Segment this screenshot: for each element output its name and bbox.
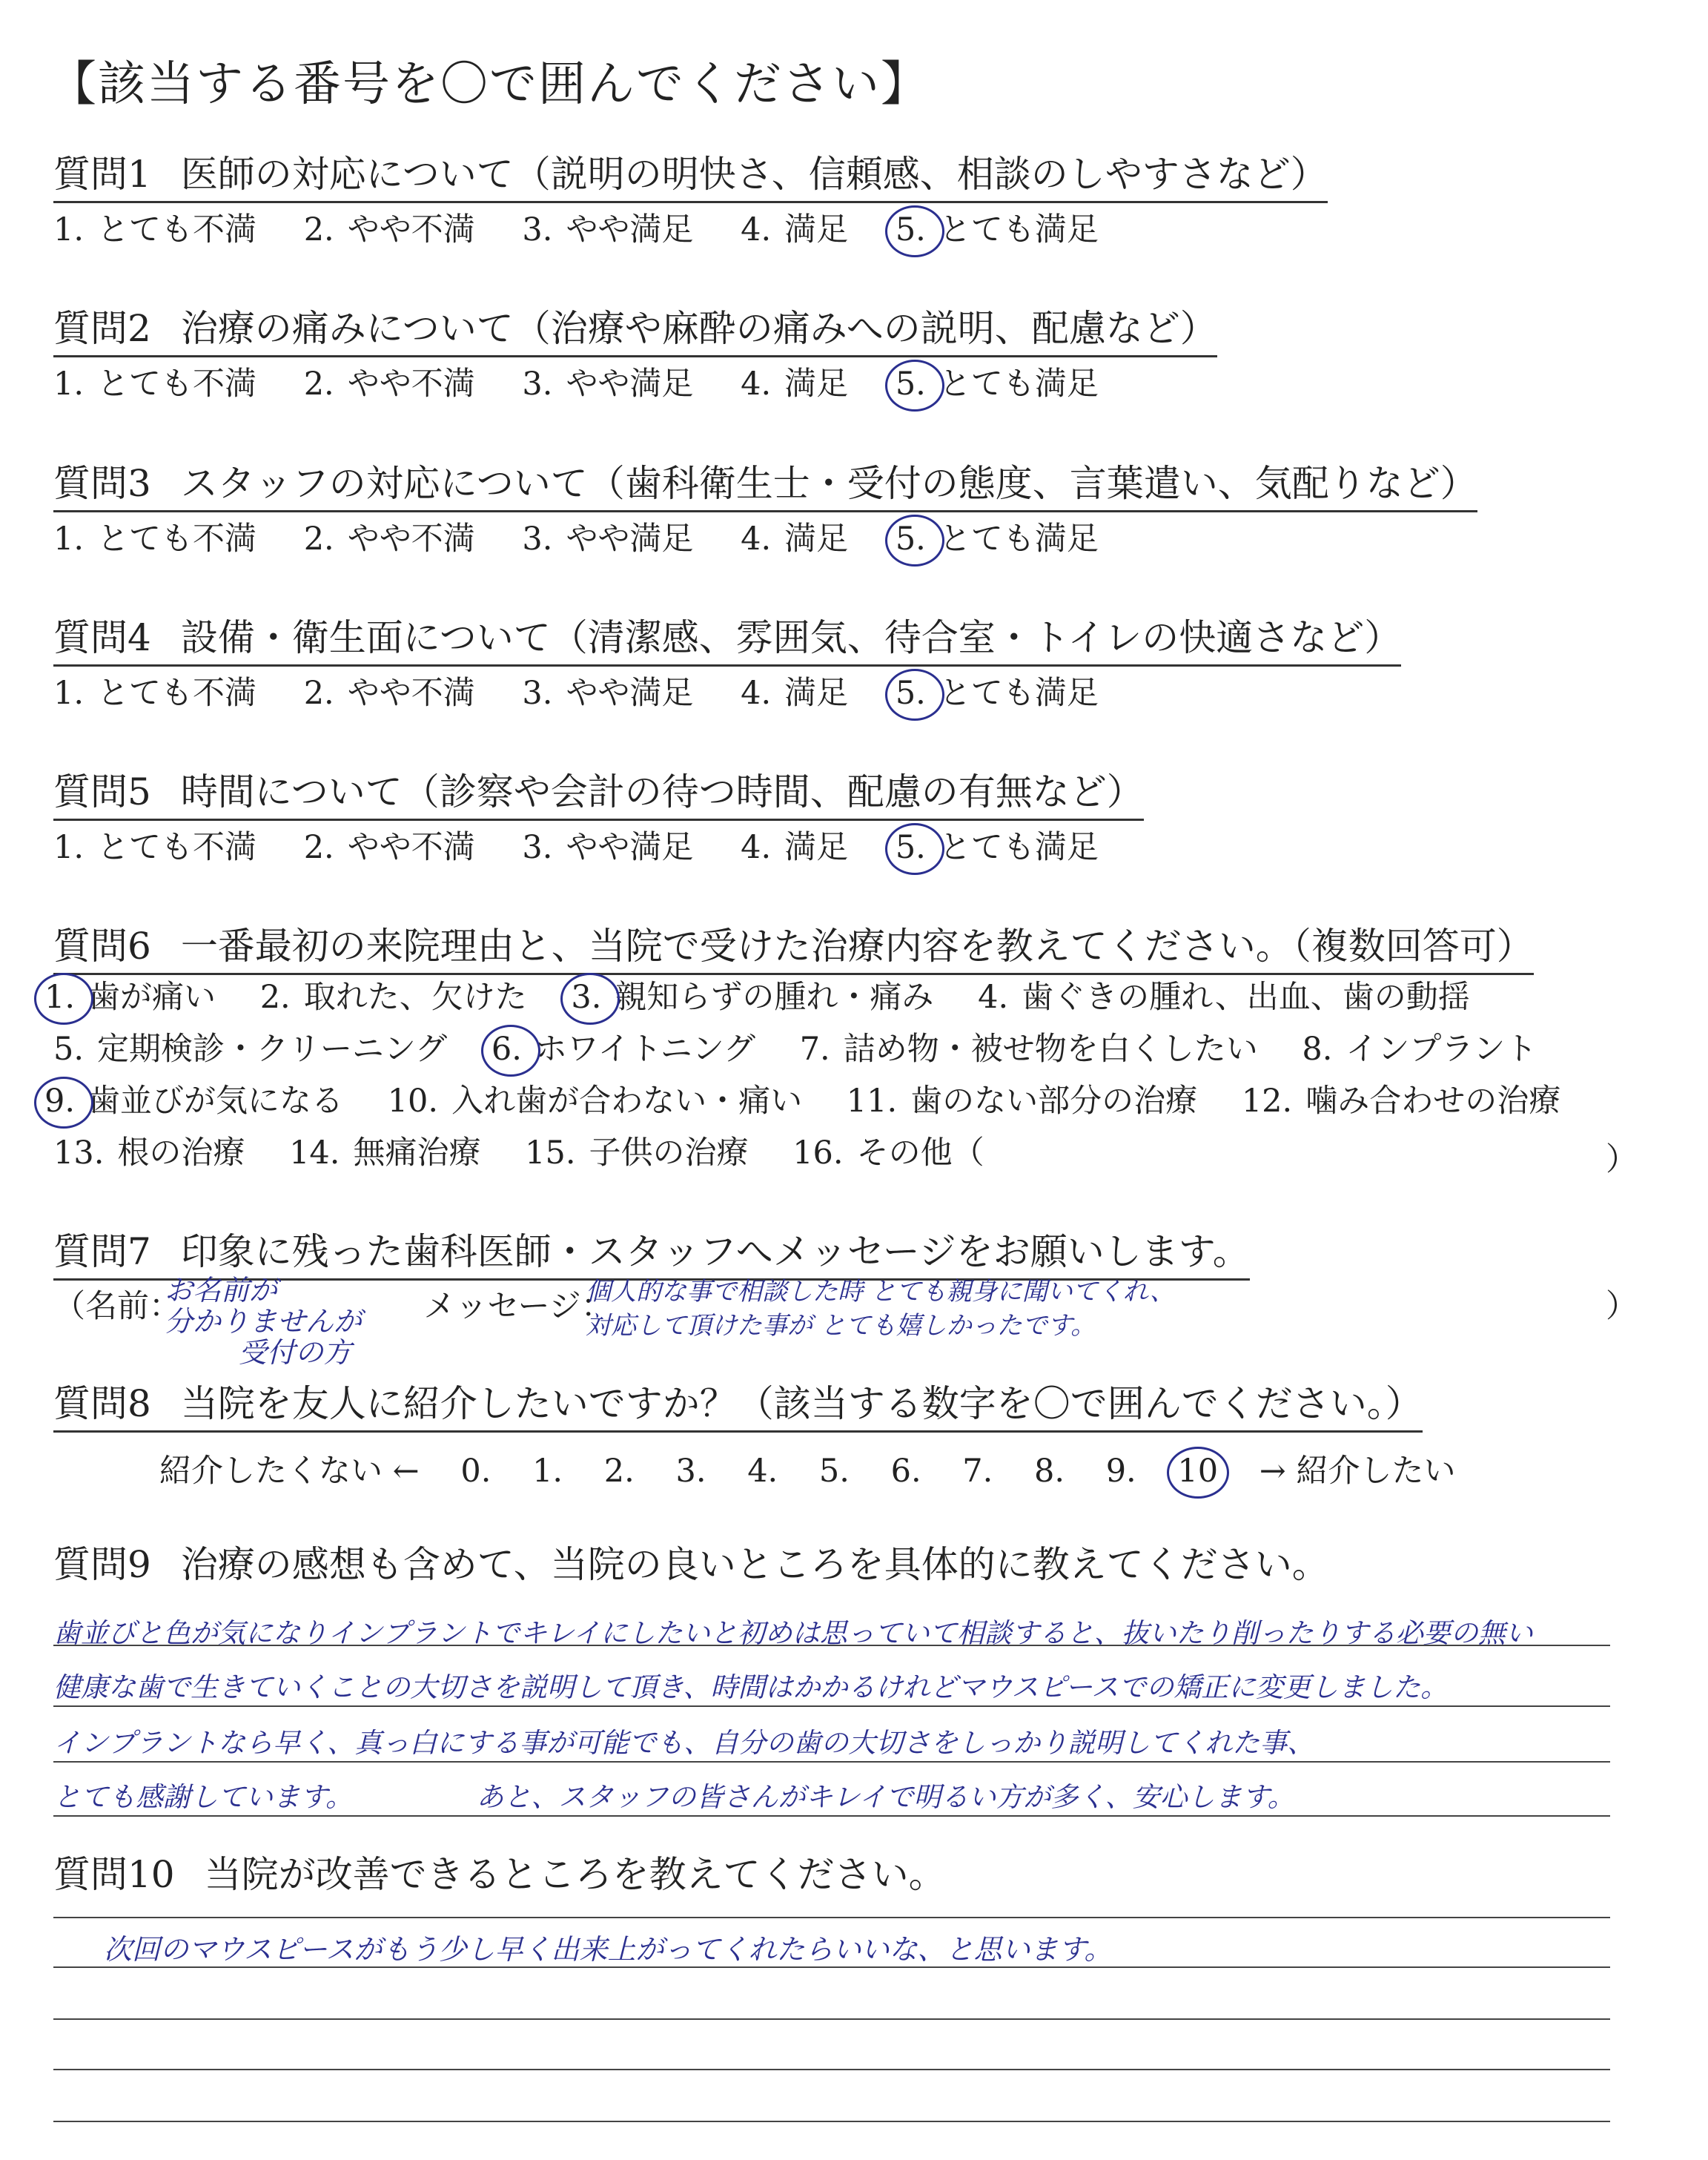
q8-scale-6[interactable]: 6.: [890, 1453, 921, 1490]
q8-scale: [159, 1446, 1487, 1491]
q6-option-14[interactable]: 14. 無痛治療: [289, 1135, 481, 1172]
q2-option-3[interactable]: 3. やや満足: [522, 366, 694, 403]
question-4-title: [53, 615, 1401, 667]
q7-message-handwriting: 個人的な事で相談した時 とても親身に聞いてくれ、 対応して頂けた事が とても嬉しかったです。: [586, 1277, 1175, 1341]
question-7-title: [53, 1229, 1250, 1281]
q2-option-5-selected[interactable]: 5. とても満足: [895, 366, 1099, 403]
q9-answer-line-4: [53, 1815, 1610, 1817]
question-2-options: [53, 366, 1136, 404]
q8-left-label: 紹介したくない ←: [159, 1453, 420, 1490]
q4-option-2[interactable]: 2. やや不満: [303, 675, 475, 712]
q6-row-1: [44, 979, 1504, 1017]
q8-scale-9[interactable]: 9.: [1105, 1453, 1136, 1490]
q4-option-4[interactable]: 4. 満足: [741, 675, 849, 712]
q8-scale-7[interactable]: 7.: [962, 1453, 993, 1490]
q8-right-label: → 紹介したい: [1259, 1453, 1456, 1490]
q9-answer-handwriting-3: インプラントなら早く、真っ白にする事が可能でも、自分の歯の大切さをしっかり説明してくれた事、: [53, 1727, 1315, 1759]
q6-option-12[interactable]: 12. 噛み合わせの治療: [1241, 1083, 1561, 1120]
q6-option-16[interactable]: 16. その他（: [792, 1135, 984, 1172]
page-title: 【該当する番号を〇で囲んでください】: [49, 57, 930, 112]
question-3-label: 質問3: [53, 462, 151, 505]
q10-answer-line-1: [53, 1917, 1610, 1918]
q7-close: ）: [1606, 1288, 1638, 1325]
q6-option-6-selected[interactable]: 6. ホワイトニング: [491, 1031, 756, 1068]
q6-option-1-selected[interactable]: 1. 歯が痛い: [44, 979, 216, 1016]
q6-option-2[interactable]: 2. 取れた、欠けた: [259, 979, 527, 1016]
q7-message-label: メッセージ：: [423, 1288, 613, 1325]
q6-option-13[interactable]: 13. 根の治療: [53, 1135, 245, 1172]
q6-row-2: [53, 1031, 1571, 1069]
q4-option-1[interactable]: 1. とても不満: [53, 675, 257, 712]
question-3-title: [53, 461, 1477, 512]
question-4-label: 質問4: [53, 616, 151, 659]
q3-option-2[interactable]: 2. やや不満: [303, 521, 475, 558]
question-1-label: 質問1: [53, 153, 151, 196]
question-4-text: 設備・衛生面について（清潔感、雰囲気、待合室・トイレの快適さなど）: [180, 616, 1402, 659]
q8-scale-1[interactable]: 1.: [532, 1453, 563, 1490]
question-3-text: スタッフの対応について（歯科衛生士・受付の態度、言葉遣い、気配りなど）: [180, 462, 1477, 505]
q5-option-3[interactable]: 3. やや満足: [522, 829, 694, 866]
question-8-title: [53, 1381, 1423, 1433]
question-6-text: 一番最初の来院理由と、当院で受けた治療内容を教えてください。（複数回答可）: [180, 925, 1534, 968]
question-7-text: 印象に残った歯科医師・スタッフへメッセージをお願いします。: [180, 1230, 1250, 1273]
question-9-title: [53, 1542, 1329, 1591]
q3-option-3[interactable]: 3. やや満足: [522, 521, 694, 558]
q1-option-5-selected[interactable]: 5. とても満足: [895, 211, 1099, 248]
question-3-options: [53, 521, 1136, 559]
q9-answer-line-3: [53, 1761, 1610, 1763]
question-1-title: [53, 152, 1328, 203]
q10-answer-line-4: [53, 2069, 1610, 2070]
question-5-title: [53, 770, 1144, 821]
q6-option-10[interactable]: 10. 入れ歯が合わない・痛い: [387, 1083, 803, 1120]
q6-option-11[interactable]: 11. 歯のない部分の治療: [846, 1083, 1198, 1120]
question-1-text: 医師の対応について（説明の明快さ、信頼感、相談のしやすさなど）: [180, 153, 1328, 196]
question-5-options: [53, 829, 1136, 868]
question-2-label: 質問2: [53, 307, 151, 350]
q9-answer-handwriting-2: 健康な歯で生きていくことの大切さを説明して頂き、時間はかかるけれどマウスピースでの矯正に変更しました。: [53, 1671, 1449, 1703]
question-10-label: 質問10: [53, 1853, 175, 1896]
q6-row-4: [53, 1135, 1019, 1173]
q8-scale-3[interactable]: 3.: [675, 1453, 706, 1490]
question-8-label: 質問8: [53, 1382, 151, 1425]
q2-option-1[interactable]: 1. とても不満: [53, 366, 257, 403]
q6-option-4[interactable]: 4. 歯ぐきの腫れ、出血、歯の動揺: [978, 979, 1470, 1016]
question-9-text: 治療の感想も含めて、当院の良いところを具体的に教えてください。: [180, 1543, 1329, 1586]
q9-answer-handwriting-1: 歯並びと色が気になりインプラントでキレイにしたいと初めは思っていて相談すると、抜いたり削ったりする必要の無い: [53, 1617, 1533, 1649]
q9-answer-handwriting-4: とても感謝しています。 あと、スタッフの皆さんがキレイで明るい方が多く、安心します。: [53, 1781, 1295, 1813]
question-10-text: 当院が改善できるところを教えてください。: [204, 1853, 946, 1896]
q6-option-7[interactable]: 7. 詰め物・被せ物を白くしたい: [799, 1031, 1258, 1068]
q7-name-label: （名前：: [53, 1288, 181, 1325]
question-6-label: 質問6: [53, 925, 151, 968]
q6-row-3: [44, 1083, 1595, 1121]
q3-option-1[interactable]: 1. とても不満: [53, 521, 257, 558]
q10-answer-line-3: [53, 2018, 1610, 2020]
q6-option-15[interactable]: 15. 子供の治療: [525, 1135, 749, 1172]
q6-option-3-selected[interactable]: 3. 親知らずの腫れ・痛み: [571, 979, 934, 1016]
q3-option-4[interactable]: 4. 満足: [741, 521, 849, 558]
q5-option-4[interactable]: 4. 満足: [741, 829, 849, 866]
q1-option-4[interactable]: 4. 満足: [741, 211, 849, 248]
q8-scale-5[interactable]: 5.: [818, 1453, 850, 1490]
q5-option-1[interactable]: 1. とても不満: [53, 829, 257, 866]
q5-option-5-selected[interactable]: 5. とても満足: [895, 829, 1099, 866]
q6-option-8[interactable]: 8. インプラント: [1302, 1031, 1537, 1068]
q2-option-4[interactable]: 4. 満足: [741, 366, 849, 403]
question-8-text: 当院を友人に紹介したいですか？（該当する数字を〇で囲んでください。）: [180, 1382, 1423, 1425]
q1-option-2[interactable]: 2. やや不満: [303, 211, 475, 248]
question-6-title: [53, 924, 1534, 975]
q8-scale-4[interactable]: 4.: [747, 1453, 778, 1490]
question-10-title: [53, 1852, 946, 1901]
q7-name-handwriting: お名前が 分かりませんが 受付の方: [165, 1274, 363, 1369]
q6-option-9-selected[interactable]: 9. 歯並びが気になる: [44, 1083, 344, 1120]
question-5-text: 時間について（診察や会計の待つ時間、配慮の有無など）: [180, 770, 1144, 813]
q6-other-close: ）: [1606, 1141, 1638, 1178]
q9-answer-line-2: [53, 1705, 1610, 1707]
q10-answer-line-5: [53, 2121, 1610, 2122]
q2-option-2[interactable]: 2. やや不満: [303, 366, 475, 403]
q1-option-3[interactable]: 3. やや満足: [522, 211, 694, 248]
q1-option-1[interactable]: 1. とても不満: [53, 211, 257, 248]
q3-option-5-selected[interactable]: 5. とても満足: [895, 521, 1099, 558]
question-5-label: 質問5: [53, 770, 151, 813]
question-9-label: 質問9: [53, 1543, 151, 1586]
q6-option-5[interactable]: 5. 定期検診・クリーニング: [53, 1031, 448, 1068]
question-7-label: 質問7: [53, 1230, 151, 1273]
q8-scale-10-selected[interactable]: 10: [1177, 1453, 1219, 1490]
question-2-title: [53, 306, 1217, 357]
q10-answer-handwriting: 次回のマウスピースがもう少し早く出来上がってくれたらいいな、と思います。: [104, 1933, 1113, 1966]
q8-scale-8[interactable]: 8.: [1034, 1453, 1065, 1490]
question-4-options: [53, 675, 1136, 713]
q5-option-2[interactable]: 2. やや不満: [303, 829, 475, 866]
q4-option-3[interactable]: 3. やや満足: [522, 675, 694, 712]
q8-scale-2[interactable]: 2.: [603, 1453, 635, 1490]
question-2-text: 治療の痛みについて（治療や麻酔の痛みへの説明、配慮など）: [180, 307, 1217, 350]
question-1-options: [53, 211, 1136, 250]
q4-option-5-selected[interactable]: 5. とても満足: [895, 675, 1099, 712]
q8-scale-0[interactable]: 0.: [460, 1453, 491, 1490]
